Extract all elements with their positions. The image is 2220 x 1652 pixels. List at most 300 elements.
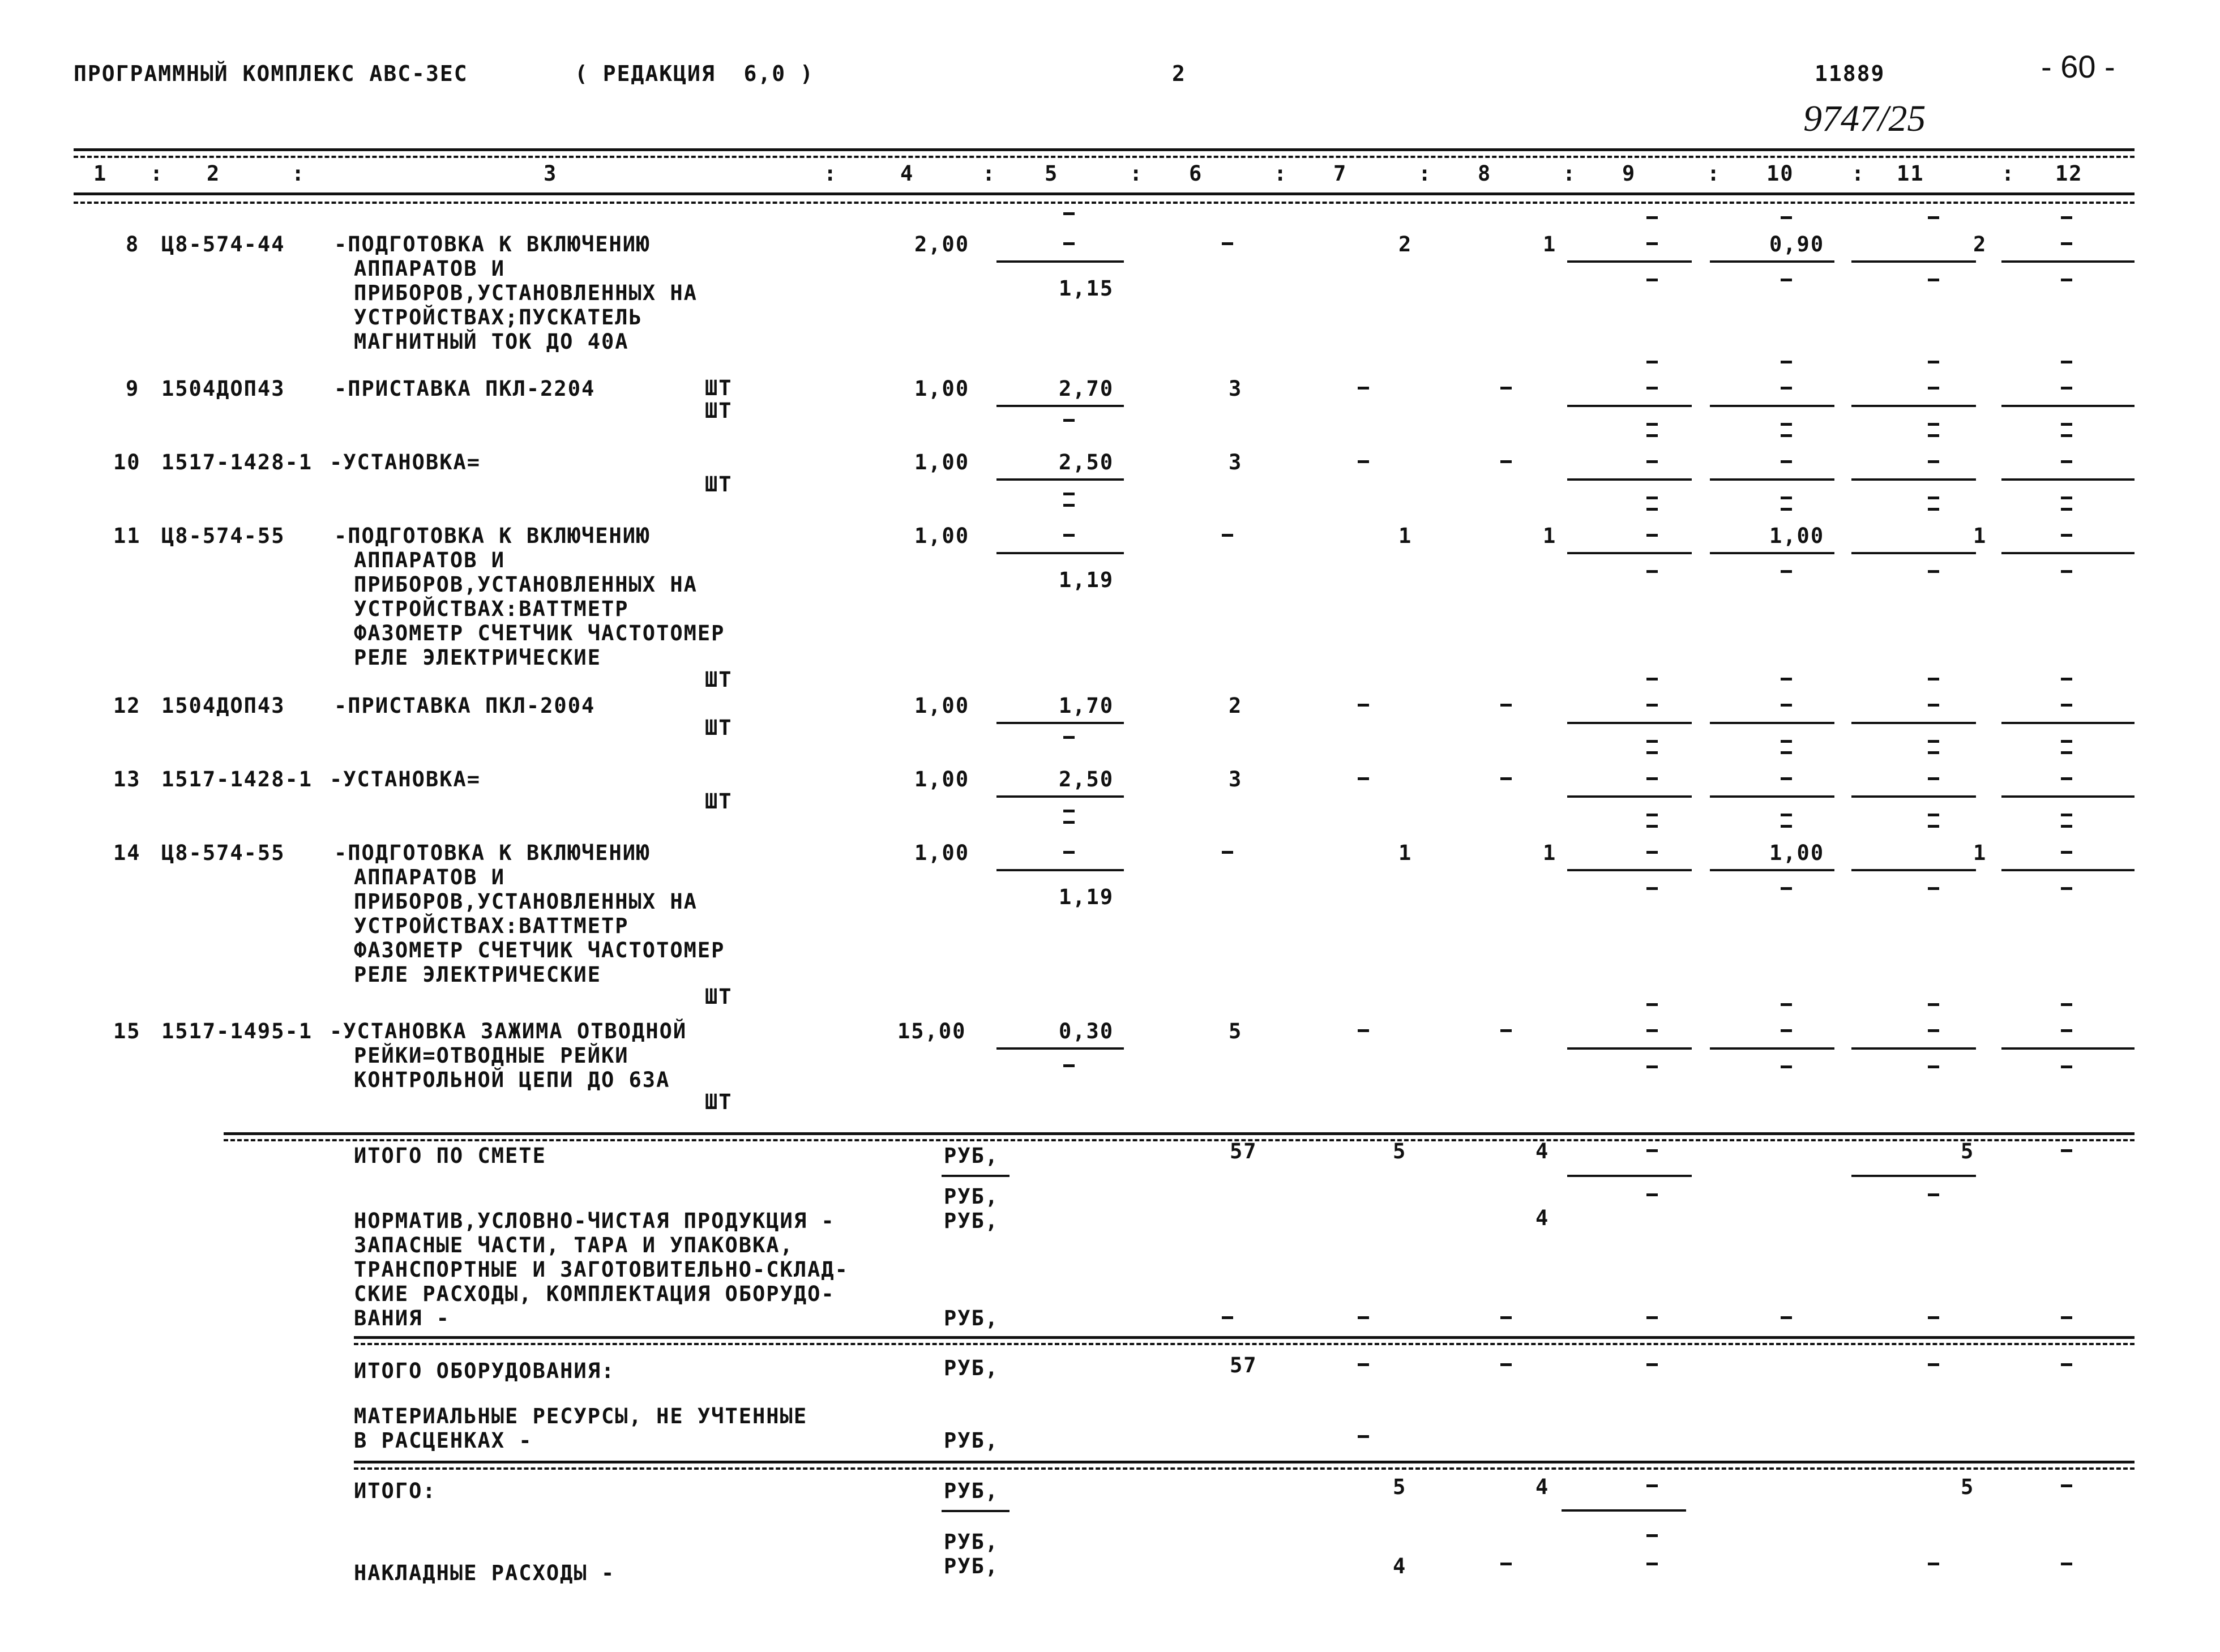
c11-value: 2 (1973, 232, 1987, 256)
overhead-col7: 4 (1393, 1554, 1407, 1578)
equipment-dash (2061, 1363, 2072, 1366)
c10-top-dash (1781, 1003, 1792, 1006)
row-description-line: ФАЗОМЕТР СЧЕТЧИК ЧАСТОТОМЕР (354, 621, 725, 645)
c11-rule (1851, 405, 1976, 407)
col5-top-dash (1063, 212, 1075, 215)
page-number: - 60 - (2041, 49, 2115, 84)
c10-sub-dash (1781, 497, 1792, 499)
c12-rule (2001, 869, 2135, 871)
normative-dash (1500, 1316, 1512, 1319)
col5-rule (996, 552, 1124, 554)
c6-value: 3 (1229, 450, 1243, 474)
row-code: 1517-1428-1 (161, 767, 313, 791)
col5-sub-value: 1,19 (1059, 568, 1114, 592)
row-number: 12 (113, 694, 141, 718)
c9-rule (1567, 869, 1692, 871)
equipment-label: ИТОГО ОБОРУДОВАНИЯ: (354, 1359, 615, 1383)
normative-line-4: СКИЕ РАСХОДЫ, КОМПЛЕКТАЦИЯ ОБОРУДО- (354, 1282, 835, 1306)
c11-top-dash (1928, 1003, 1939, 1006)
column-number: 9 (1622, 161, 1636, 186)
overhead-col11-dash (1928, 1563, 1939, 1565)
c9-sub-dash (1646, 1065, 1658, 1068)
c10-value: 0,90 (1769, 232, 1825, 256)
c12-rule (2001, 722, 2135, 724)
normative-dash (1646, 1316, 1658, 1319)
normative-line-3: ТРАНСПОРТНЫЕ И ЗАГОТОВИТЕЛЬНО-СКЛАД- (354, 1257, 849, 1282)
c11-top-dash (1928, 678, 1939, 681)
row-number: 11 (113, 524, 141, 548)
col5-under-dash (1063, 419, 1075, 422)
c10-dash (1781, 387, 1792, 390)
equipment-top-rule (354, 1336, 2135, 1339)
row-description-line: УСТРОЙСТВАХ:ВАТТМЕТР (354, 597, 629, 621)
c12-dash (2061, 460, 2072, 463)
total-col11-rule (1851, 1175, 1976, 1177)
col5-rule (996, 722, 1124, 724)
c12-sub-dash (2061, 570, 2072, 573)
c12-dash (2061, 387, 2072, 390)
row-code: 1517-1428-1 (161, 450, 313, 474)
itogo-col9-sub-dash (1646, 1534, 1658, 1537)
row-code: Ц8-574-55 (161, 524, 285, 548)
c10-rule (1710, 795, 1834, 798)
row-description-line: УСТРОЙСТВАХ;ПУСКАТЕЛЬ (354, 305, 643, 329)
c11-rule (1851, 722, 1976, 724)
c9-sub-dash (1646, 423, 1658, 426)
row-description-line: ПРИБОРОВ,УСТАНОВЛЕННЫХ НА (354, 889, 698, 914)
c12-dash (2061, 777, 2072, 780)
c9-rule (1567, 260, 1692, 263)
c8-value: 1 (1543, 841, 1557, 865)
equipment-dash (1358, 1363, 1369, 1366)
row-description-line: РЕЛЕ ЭЛЕКТРИЧЕСКИЕ (354, 645, 601, 670)
c12-rule (2001, 260, 2135, 263)
c9-dash (1646, 242, 1658, 245)
col5-dash (1063, 534, 1075, 537)
c10-sub-dash (1781, 1065, 1792, 1068)
handwritten-number: 9747/25 (1803, 98, 1926, 139)
c11-dash (1928, 460, 1939, 463)
c12-sub-dash (2061, 740, 2072, 743)
c12-dash (2061, 534, 2072, 537)
c12-sub-dash (2061, 887, 2072, 890)
column-number: 6 (1189, 161, 1203, 186)
c8-value: 1 (1543, 524, 1557, 548)
itogo-col7: 5 (1393, 1475, 1407, 1499)
col5-dash (1063, 851, 1075, 854)
c11-rule (1851, 552, 1976, 554)
column-header-top-dashed (74, 156, 2135, 158)
c9-rule (1567, 795, 1692, 798)
col5-under-dash (1063, 493, 1075, 495)
c11-value: 1 (1973, 524, 1987, 548)
c6-value: 3 (1229, 376, 1243, 401)
c11-rule (1851, 260, 1976, 263)
document-number: 11889 (1815, 61, 1885, 86)
row-description-line: -УСТАНОВКА= (330, 450, 481, 474)
row-description-line: УСТРОЙСТВАХ:ВАТТМЕТР (354, 914, 629, 938)
row-unit: ШТ (705, 376, 733, 400)
row-number: 10 (113, 450, 141, 474)
row-description-line: МАГНИТНЫЙ ТОК ДО 40А (354, 329, 629, 354)
itogo-top-dashed (354, 1467, 2135, 1470)
c9-top-dash (1646, 434, 1658, 437)
c10-sub-dash (1781, 740, 1792, 743)
c9-rule (1567, 1047, 1692, 1050)
row-description-line: -ПОДГОТОВКА К ВКЛЮЧЕНИЮ (334, 232, 651, 256)
total-col12-dash (2061, 1149, 2072, 1152)
column-number: 10 (1766, 161, 1794, 186)
normative-line-2: ЗАПАСНЫЕ ЧАСТИ, ТАРА И УПАКОВКА, (354, 1233, 794, 1257)
row-description-line: КОНТРОЛЬНОЙ ЦЕПИ ДО 63А (354, 1068, 670, 1092)
c9-top-dash (1646, 361, 1658, 363)
c11-rule (1851, 869, 1976, 871)
row-unit: ШТ (705, 716, 733, 740)
c12-top-dash (2061, 678, 2072, 681)
overhead-rub-a: РУБ, (944, 1530, 999, 1554)
total-col11: 5 (1961, 1139, 1975, 1163)
c12-top-dash (2061, 434, 2072, 437)
c11-top-dash (1928, 825, 1939, 828)
row-unit: ШТ (705, 399, 733, 423)
c11-dash (1928, 704, 1939, 707)
c12-top-dash (2061, 825, 2072, 828)
c12-sub-dash (2061, 279, 2072, 281)
itogo-col8: 4 (1535, 1475, 1550, 1499)
overhead-col9-dash (1646, 1563, 1658, 1565)
normative-dash (2061, 1316, 2072, 1319)
c12-sub-dash (2061, 1065, 2072, 1068)
c12-sub-dash (2061, 497, 2072, 499)
c12-rule (2001, 552, 2135, 554)
row-description-line: РЕЙКИ=ОТВОДНЫЕ РЕЙКИ (354, 1043, 629, 1068)
c10-rule (1710, 478, 1834, 481)
c10-top-dash (1781, 678, 1792, 681)
overhead-rub: РУБ, (944, 1554, 999, 1578)
total-col11-sub-dash (1928, 1193, 1939, 1196)
column-number: 12 (2055, 161, 2083, 186)
row-quantity: 1,00 (914, 694, 970, 718)
c9-top-dash (1646, 678, 1658, 681)
column-number: 11 (1897, 161, 1924, 186)
c12-top-dash (2061, 361, 2072, 363)
col5-sub-value: 1,15 (1059, 276, 1114, 301)
materials-col7-dash (1358, 1435, 1369, 1438)
row-description-line: ФАЗОМЕТР СЧЕТЧИК ЧАСТОТОМЕР (354, 938, 725, 962)
column-number: 1 (93, 161, 108, 186)
row-quantity: 2,00 (914, 232, 970, 256)
column-separator: : (824, 161, 838, 186)
total-col6: 57 (1230, 1139, 1257, 1163)
c9-dash (1646, 851, 1658, 854)
row-unit: ШТ (705, 472, 733, 497)
normative-rub: РУБ, (944, 1209, 999, 1233)
c8-dash (1500, 704, 1512, 707)
column-header-bottom-rule (74, 192, 2135, 195)
c10-top-dash (1781, 751, 1792, 754)
c11-rule (1851, 478, 1976, 481)
row-quantity: 1,00 (914, 450, 970, 474)
column-header-bottom-dashed (74, 202, 2135, 204)
total-col9-rule (1567, 1175, 1692, 1177)
materials-line-2: В РАСЦЕНКАХ - (354, 1428, 533, 1453)
row-quantity: 15,00 (897, 1019, 966, 1043)
c9-top-dash (1646, 1003, 1658, 1006)
c6-dash (1222, 534, 1233, 537)
c9-sub-dash (1646, 740, 1658, 743)
row-number: 14 (113, 841, 141, 865)
summary-top-dashed (224, 1139, 2135, 1141)
c9-sub-dash (1646, 279, 1658, 281)
c9-dash (1646, 704, 1658, 707)
c11-sub-dash (1928, 1065, 1939, 1068)
c9-top-dash (1646, 751, 1658, 754)
materials-line-1: МАТЕРИАЛЬНЫЕ РЕСУРСЫ, НЕ УЧТЕННЫЕ (354, 1404, 808, 1428)
normative-line-1: НОРМАТИВ,УСЛОВНО-ЧИСТАЯ ПРОДУКЦИЯ - (354, 1209, 835, 1233)
rub-line-a: РУБ, (944, 1184, 999, 1209)
c12-top-dash (2061, 508, 2072, 511)
column-separator: : (1274, 161, 1288, 186)
total-col9-sub-dash (1646, 1193, 1658, 1196)
row-code: 1504ДОП43 (161, 694, 285, 718)
row-unit: ШТ (705, 985, 733, 1009)
c9-dash (1646, 777, 1658, 780)
col5-top-dash (1063, 504, 1075, 507)
row-quantity: 1,00 (914, 767, 970, 791)
c12-dash (2061, 851, 2072, 854)
row-code: Ц8-574-44 (161, 232, 285, 256)
c7-dash (1358, 704, 1369, 707)
itogo-top-rule (354, 1461, 2135, 1463)
column-number: 3 (544, 161, 558, 186)
column-number: 2 (207, 161, 221, 186)
c8-dash (1500, 460, 1512, 463)
row-description-line: -ПОДГОТОВКА К ВКЛЮЧЕНИЮ (334, 841, 651, 865)
c12-rule (2001, 478, 2135, 481)
row-number: 8 (126, 232, 140, 256)
row-description-line: -УСТАНОВКА ЗАЖИМА ОТВОДНОЙ (330, 1019, 687, 1043)
c6-value: 3 (1229, 767, 1243, 791)
normative-line-5: ВАНИЯ - (354, 1306, 450, 1330)
column-separator: : (982, 161, 996, 186)
c12-rule (2001, 795, 2135, 798)
column-header-top-rule (74, 148, 2135, 151)
row-code: Ц8-574-55 (161, 841, 285, 865)
col5-under-dash (1063, 736, 1075, 739)
column-separator: : (2001, 161, 2016, 186)
normative-dash (1928, 1316, 1939, 1319)
c9-dash (1646, 460, 1658, 463)
column-separator: : (1563, 161, 1577, 186)
col5-sub-dash (1063, 1064, 1075, 1067)
equipment-dash (1928, 1363, 1939, 1366)
total-col7: 5 (1393, 1139, 1407, 1163)
c11-top-dash (1928, 751, 1939, 754)
column-separator: : (292, 161, 306, 186)
col5-value: 1,70 (1059, 694, 1114, 718)
c9-dash (1646, 387, 1658, 390)
c10-rule (1710, 1047, 1834, 1050)
col5-sub-value: 1,19 (1059, 885, 1114, 909)
materials-rub: РУБ, (944, 1428, 999, 1453)
col5-value: 2,50 (1059, 767, 1114, 791)
equipment-col6: 57 (1230, 1353, 1257, 1377)
c10-rule (1710, 869, 1834, 871)
c9-sub-dash (1646, 814, 1658, 816)
c10-top-dash (1781, 508, 1792, 511)
row-description-line: АППАРАТОВ И (354, 548, 506, 572)
overhead-col8-dash (1500, 1563, 1512, 1565)
row-number: 15 (113, 1019, 141, 1043)
column-separator: : (1130, 161, 1144, 186)
c11-dash (1928, 777, 1939, 780)
edition-label: ( РЕДАКЦИЯ 6,0 ) (575, 61, 814, 86)
c12-top-dash (2061, 1003, 2072, 1006)
total-rub: РУБ, (944, 1144, 999, 1168)
c12-dash (2061, 242, 2072, 245)
c9-dash (1646, 534, 1658, 537)
c11-sub-dash (1928, 497, 1939, 499)
itogo-label: ИТОГО: (354, 1479, 437, 1503)
total-col8: 4 (1535, 1139, 1550, 1163)
c11-top-dash (1928, 216, 1939, 219)
c8-dash (1500, 387, 1512, 390)
c12-dash (2061, 1029, 2072, 1032)
row-description-line: -УСТАНОВКА= (330, 767, 481, 791)
c6-dash (1222, 242, 1233, 245)
c10-rule (1710, 722, 1834, 724)
c11-sub-dash (1928, 814, 1939, 816)
row-number: 9 (126, 376, 140, 401)
c11-rule (1851, 1047, 1976, 1050)
c9-sub-dash (1646, 887, 1658, 890)
total-col9-dash (1646, 1149, 1658, 1152)
itogo-col11: 5 (1961, 1475, 1975, 1499)
c9-dash (1646, 1029, 1658, 1032)
col5-under-dash (1063, 810, 1075, 812)
c12-dash (2061, 704, 2072, 707)
c11-sub-dash (1928, 887, 1939, 890)
c9-top-dash (1646, 825, 1658, 828)
c10-dash (1781, 704, 1792, 707)
c9-rule (1567, 405, 1692, 407)
c11-sub-dash (1928, 740, 1939, 743)
c11-top-dash (1928, 434, 1939, 437)
column-separator: : (150, 161, 164, 186)
col5-top-dash (1063, 821, 1075, 824)
c8-dash (1500, 1029, 1512, 1032)
c10-top-dash (1781, 361, 1792, 363)
row-code: 1517-1495-1 (161, 1019, 313, 1043)
overhead-label: НАКЛАДНЫЕ РАСХОДЫ - (354, 1561, 615, 1585)
column-number: 5 (1045, 161, 1059, 186)
c12-rule (2001, 405, 2135, 407)
row-quantity: 1,00 (914, 524, 970, 548)
c9-top-dash (1646, 216, 1658, 219)
c12-sub-dash (2061, 814, 2072, 816)
c10-dash (1781, 1029, 1792, 1032)
summary-top-rule (224, 1132, 2135, 1135)
c10-dash (1781, 460, 1792, 463)
c7-dash (1358, 777, 1369, 780)
row-unit: ШТ (705, 789, 733, 814)
c6-value: 5 (1229, 1019, 1243, 1043)
c6-dash (1222, 851, 1233, 854)
c10-sub-dash (1781, 887, 1792, 890)
row-description-line: РЕЛЕ ЭЛЕКТРИЧЕСКИЕ (354, 962, 601, 987)
col5-dash (1063, 242, 1075, 245)
c11-rule (1851, 795, 1976, 798)
equipment-dash (1500, 1363, 1512, 1366)
c12-top-dash (2061, 216, 2072, 219)
c7-dash (1358, 387, 1369, 390)
c11-sub-dash (1928, 423, 1939, 426)
row-description-line: -ПРИСТАВКА ПКЛ-2204 (334, 376, 596, 401)
column-separator: : (1851, 161, 1866, 186)
c6-value: 2 (1229, 694, 1243, 718)
c11-sub-dash (1928, 279, 1939, 281)
c10-top-dash (1781, 434, 1792, 437)
c9-rule (1567, 552, 1692, 554)
c11-dash (1928, 387, 1939, 390)
c10-sub-dash (1781, 814, 1792, 816)
sheet-number: 2 (1172, 61, 1186, 86)
row-description-line: ПРИБОРОВ,УСТАНОВЛЕННЫХ НА (354, 572, 698, 597)
c10-rule (1710, 405, 1834, 407)
col5-rule (996, 260, 1124, 263)
column-number: 8 (1478, 161, 1492, 186)
c12-rule (2001, 1047, 2135, 1050)
overhead-col12-dash (2061, 1563, 2072, 1565)
col5-rule (996, 869, 1124, 871)
c11-dash (1928, 1029, 1939, 1032)
c7-dash (1358, 460, 1369, 463)
rub-underline (942, 1175, 1010, 1177)
row-description-line: ПРИБОРОВ,УСТАНОВЛЕННЫХ НА (354, 281, 698, 305)
c7-value: 2 (1398, 232, 1413, 256)
col5-value: 0,30 (1059, 1019, 1114, 1043)
c10-sub-dash (1781, 570, 1792, 573)
row-code: 1504ДОП43 (161, 376, 285, 401)
col5-rule (996, 405, 1124, 407)
col5-rule (996, 795, 1124, 798)
row-description-line: -ПОДГОТОВКА К ВКЛЮЧЕНИЮ (334, 524, 651, 548)
row-unit: ШТ (705, 667, 733, 692)
c10-top-dash (1781, 216, 1792, 219)
c10-dash (1781, 777, 1792, 780)
itogo-col9-rule (1562, 1509, 1686, 1512)
col5-value: 2,70 (1059, 376, 1114, 401)
row-number: 13 (113, 767, 141, 791)
itogo-rub-underline (942, 1510, 1010, 1512)
normative-dash (1781, 1316, 1792, 1319)
column-number: 4 (900, 161, 914, 186)
c7-value: 1 (1398, 841, 1413, 865)
total-label: ИТОГО ПО СМЕТЕ (354, 1144, 546, 1168)
c12-sub-dash (2061, 423, 2072, 426)
column-separator: : (1418, 161, 1432, 186)
c11-value: 1 (1973, 841, 1987, 865)
c10-sub-dash (1781, 423, 1792, 426)
c10-rule (1710, 552, 1834, 554)
c10-value: 1,00 (1769, 524, 1825, 548)
equipment-top-dashed (354, 1343, 2135, 1345)
row-quantity: 1,00 (914, 376, 970, 401)
c9-sub-dash (1646, 570, 1658, 573)
itogo-col9-dash (1646, 1484, 1658, 1487)
c10-rule (1710, 260, 1834, 263)
c10-sub-dash (1781, 279, 1792, 281)
